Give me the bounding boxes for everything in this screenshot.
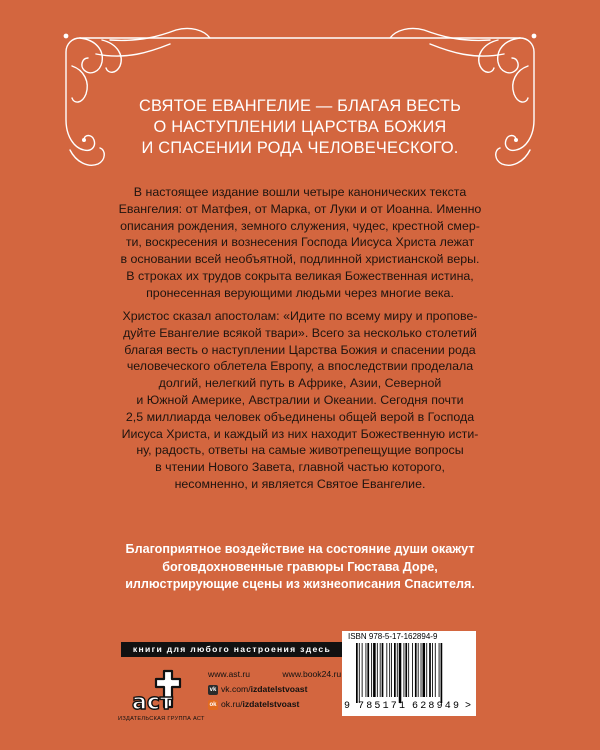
publisher-links [208,668,341,713]
barcode-bar [356,643,358,703]
frame-left-leaf [80,38,102,73]
barcode-right-digits: 628949 [412,701,462,712]
barcode-bar [412,643,413,697]
barcode-bar [405,643,407,697]
barcode-bar [439,643,440,697]
paragraph-line: 2,5 миллиарда человек объединены общей верой в Господа [125,409,475,424]
paragraph-line: несомненно, и является Святое Евангелие. [174,476,426,491]
ok-link-prefix[interactable]: ok.ru/ [221,699,243,709]
site-link-row[interactable] [208,668,341,683]
promo-line: боговдохновенные гравюры Гюстава Доре, [162,559,438,574]
paragraph-line: описания рождения, земного служения, чудес, крестной смер- [120,218,480,233]
promo-line: иллюстрирующие сцены из жизнеописания Спасителя. [125,577,475,591]
barcode-arrow: > [465,701,472,712]
paragraph-line: дуйте Евангелие всякой твари». Всего за несколько столетий [123,325,477,340]
headline-line: О НАСТУПЛЕНИИ ЦАРСТВА БОЖИЯ [153,118,447,136]
barcode-bar [418,643,419,697]
illustrations-note [60,541,540,594]
paragraph-line: пронесенная верующими людьми через многие века. [146,285,454,300]
isbn-barcode-label [342,631,476,716]
description-paragraph-1 [80,184,520,302]
barcode-bar [391,643,392,697]
barcode-bar [377,643,378,697]
barcode-bar [415,643,417,697]
barcode-bar [394,643,396,697]
barcode-bar [408,643,409,697]
barcode-bar [397,643,398,697]
headline-line: СВЯТОЕ ЕВАНГЕЛИЕ — БЛАГАЯ ВЕСТЬ [138,97,462,115]
paragraph-line: долгий, нелегкий путь в Африке, Азии, Северной [158,376,442,391]
site-link-row[interactable] [208,683,341,698]
barcode-bar [367,643,369,697]
paragraph-line: благая весть о наступлении Царства Божия и спасении рода [124,342,476,357]
barcode-bar [441,643,443,703]
barcode-bar [389,643,390,697]
paragraph-line: Иисуса Христа, и каждый из них находит Божественную исти- [121,426,479,441]
barcode-bar [429,643,431,697]
paragraph-line: Христос сказал апостолам: «Идите по всему миру и пропове- [122,309,478,323]
frame-right-leaf [498,38,520,73]
barcode-bar [366,643,367,697]
barcode-bar [435,643,436,697]
barcode-left-digits: 785171 [358,701,408,712]
paragraph-line: в основании всей необъятной, подлинной христианской веры. [120,252,480,267]
ok-link-handle[interactable]: izdatelstvoast [242,699,300,709]
paragraph-line: ну, радость, ответы на самые животрепещущие вопросы [136,443,464,458]
isbn-number: ISBN 978-5-17-162894-9 [348,632,438,641]
paragraph-line: и Южной Америке, Австралии и Океании. Сегодня почти [136,392,464,407]
barcode-bar [362,643,363,697]
barcode-bar [404,643,405,697]
barcode-bar [371,643,372,697]
barcode-bar [373,643,376,697]
logo-wordmark: аст [132,690,173,715]
description-paragraph-2 [80,308,520,493]
barcode-bar [399,643,402,703]
barcode-first-digit: 9 [344,701,351,712]
headline-line: И СПАСЕНИИ РОДА ЧЕЛОВЕЧЕСКОГО. [141,139,459,157]
barcode-bar [382,643,384,697]
series-slogan-banner: книги для любого настроения здесь [121,642,343,657]
website-link[interactable]: www.ast.ru [208,669,251,679]
barcode-bar [359,643,360,703]
vk-link-handle[interactable]: izdatelstvoast [250,684,308,694]
promo-line: Благоприятное воздействие на состояние души окажут [125,542,475,556]
vk-icon: vk [209,686,217,693]
site-link-row[interactable] [208,698,341,713]
barcode-bar [432,643,433,697]
paragraph-line: В строках их трудов сокрыта великая Божественная истина, [126,268,474,283]
barcode-bar [426,643,427,697]
ast-logo-icon [128,667,188,717]
barcode-bar [380,643,381,697]
barcode-icon [354,643,466,703]
paragraph-line: В настоящее издание вошли четыре канонических текста [133,185,467,199]
headline [80,96,520,159]
publisher-group-label: ИЗДАТЕЛЬСКАЯ ГРУППА АСТ [118,716,205,722]
frame-left-vine-2 [96,44,170,56]
paragraph-line: ти, воскресения и вознесения Господа Иисуса Христа лежат [125,235,475,250]
ok-icon: ok [209,701,217,708]
paragraph-line: Евангелия: от Матфея, от Марка, от Луки и от Иоанна. Именно [118,201,482,216]
paragraph-line: человеческого облетела Европу, а впоследствии проделала [126,359,474,374]
website-link[interactable]: www.book24.ru [282,669,342,679]
frame-right-vine-2 [430,44,504,56]
barcode-bar [421,643,422,697]
barcode-bar [386,643,387,697]
barcode-bar [423,643,426,697]
paragraph-line: в чтении Нового Завета, главной частью которого, [155,460,445,475]
vk-link-prefix[interactable]: vk.com/ [221,684,251,694]
